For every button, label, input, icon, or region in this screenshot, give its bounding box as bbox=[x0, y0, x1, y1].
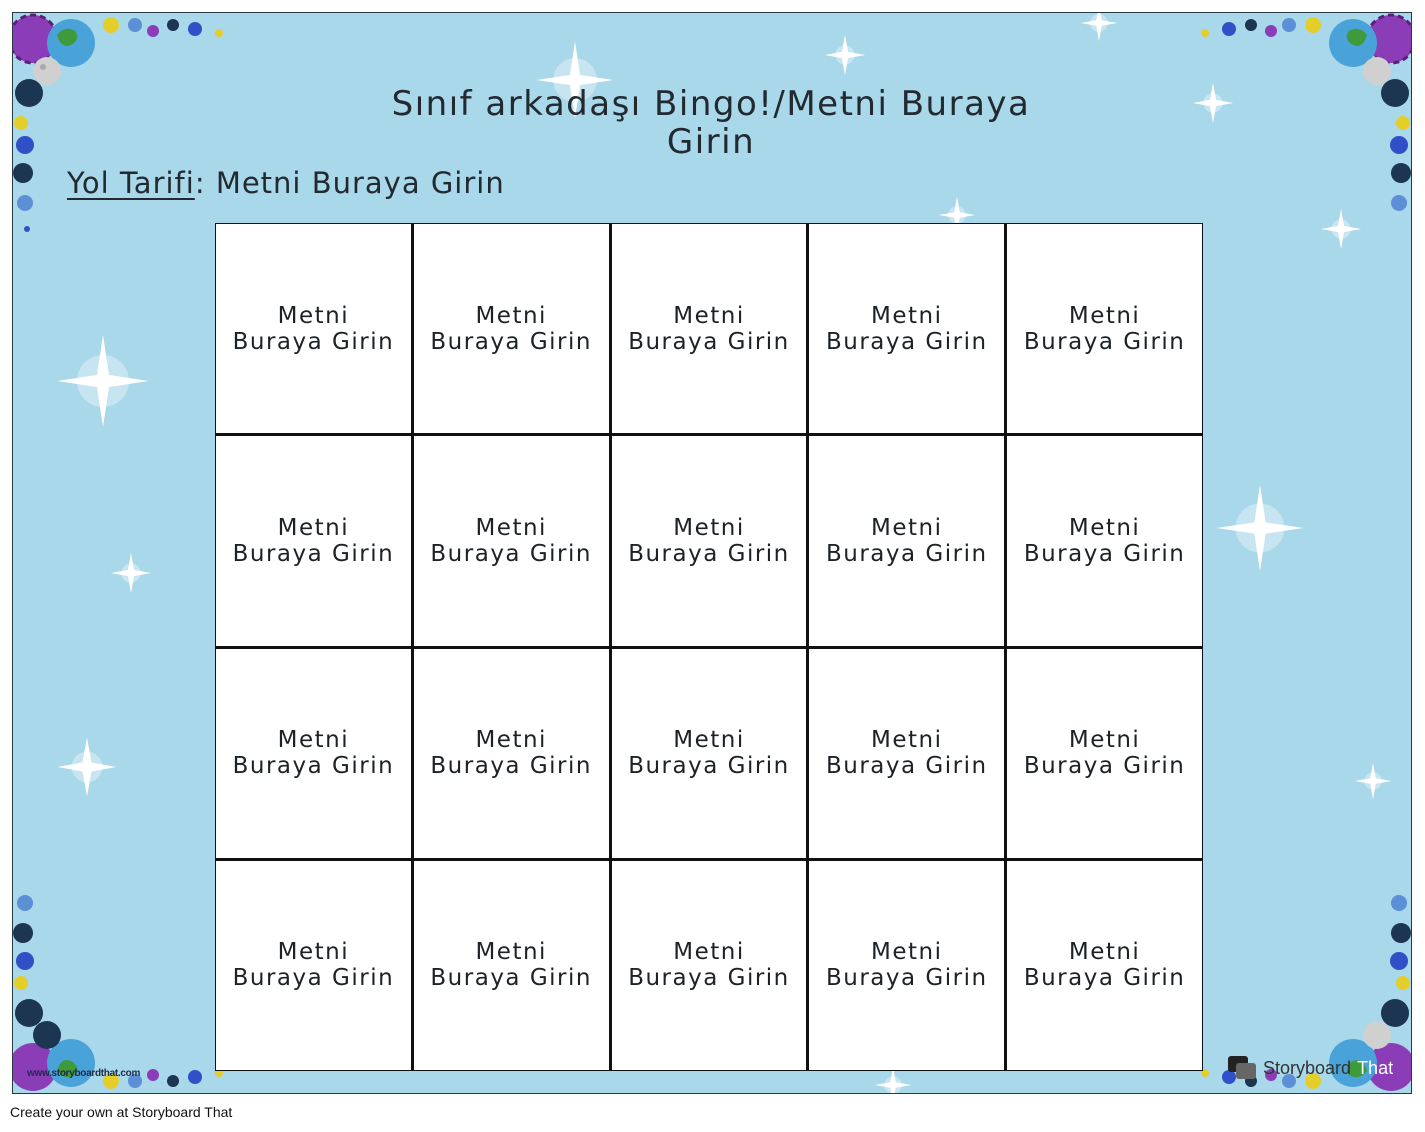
worksheet-title: Sınıf arkadaşı Bingo!/Metni Buraya Girin bbox=[391, 84, 1031, 162]
directions-line bbox=[67, 166, 505, 200]
bingo-cell[interactable]: Metni Buraya Girin bbox=[809, 224, 1004, 433]
directions-separator: : bbox=[194, 166, 206, 200]
sparkle-star-icon bbox=[823, 33, 867, 77]
sparkle-star-icon bbox=[55, 735, 119, 799]
bingo-cell[interactable]: Metni Buraya Girin bbox=[1007, 224, 1202, 433]
storyboardthat-logo-icon bbox=[1227, 1055, 1257, 1081]
sparkle-star-icon bbox=[1213, 481, 1307, 575]
sparkle-star-icon bbox=[1079, 12, 1119, 43]
bingo-cell[interactable]: Metni Buraya Girin bbox=[414, 224, 609, 433]
bingo-cell[interactable]: Metni Buraya Girin bbox=[216, 861, 411, 1070]
sparkle-star-icon bbox=[109, 551, 153, 595]
brand-name: Storyboard bbox=[1263, 1057, 1352, 1078]
bingo-cell[interactable]: Metni Buraya Girin bbox=[414, 861, 609, 1070]
directions-label: Yol Tarifi bbox=[67, 166, 195, 200]
directions-text: Metni Buraya Girin bbox=[215, 166, 505, 200]
planet-cluster-icon bbox=[13, 13, 233, 243]
bingo-cell[interactable]: Metni Buraya Girin bbox=[216, 224, 411, 433]
bingo-cell[interactable]: Metni Buraya Girin bbox=[216, 649, 411, 858]
bingo-cell[interactable]: Metni Buraya Girin bbox=[612, 861, 807, 1070]
bingo-cell[interactable]: Metni Buraya Girin bbox=[612, 436, 807, 645]
bingo-cell[interactable]: Metni Buraya Girin bbox=[1007, 436, 1202, 645]
watermark-url: www.storyboardthat.com bbox=[27, 1068, 141, 1079]
sparkle-star-icon bbox=[53, 331, 153, 431]
bingo-grid bbox=[215, 223, 1203, 1071]
bingo-cell[interactable]: Metni Buraya Girin bbox=[216, 436, 411, 645]
sparkle-star-icon bbox=[1353, 761, 1393, 801]
bingo-cell[interactable]: Metni Buraya Girin bbox=[809, 861, 1004, 1070]
storyboardthat-watermark bbox=[1227, 1055, 1393, 1081]
footer-link[interactable]: Create your own at Storyboard That bbox=[10, 1104, 233, 1120]
worksheet-canvas bbox=[12, 12, 1412, 1094]
planet-cluster-icon bbox=[13, 863, 233, 1093]
bingo-cell[interactable]: Metni Buraya Girin bbox=[809, 436, 1004, 645]
bingo-cell[interactable]: Metni Buraya Girin bbox=[612, 649, 807, 858]
bingo-cell[interactable]: Metni Buraya Girin bbox=[612, 224, 807, 433]
bingo-cell[interactable]: Metni Buraya Girin bbox=[414, 436, 609, 645]
bingo-cell[interactable]: Metni Buraya Girin bbox=[1007, 649, 1202, 858]
bingo-cell[interactable]: Metni Buraya Girin bbox=[414, 649, 609, 858]
planet-cluster-icon bbox=[1191, 13, 1411, 243]
bingo-cell[interactable]: Metni Buraya Girin bbox=[1007, 861, 1202, 1070]
bingo-cell[interactable]: Metni Buraya Girin bbox=[809, 649, 1004, 858]
brand-suffix: That bbox=[1357, 1057, 1394, 1078]
